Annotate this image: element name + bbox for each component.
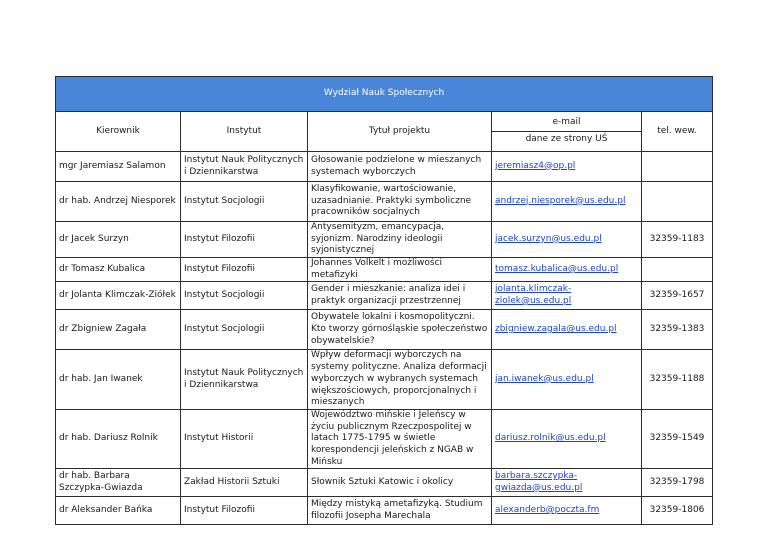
cell-tytul: Między mistyką ametafizyką. Studium filozofii Josepha Marechala xyxy=(308,497,492,525)
email-link[interactable]: andrzej.niesporek@us.edu.pl xyxy=(495,195,626,206)
cell-kierownik: mgr Jaremiasz Salamon xyxy=(56,152,181,182)
email-link[interactable]: dariusz.rolnik@us.edu.pl xyxy=(495,433,606,444)
cell-tytul: Johannes Volkelt i możliwości metafizyki xyxy=(308,258,492,282)
email-link[interactable]: barbara.szczypka-gwiazda@us.edu.pl xyxy=(495,471,583,493)
cell-tytul: Klasyfikowanie, wartościowanie, uzasadnianie. Praktyki symboliczne pracowników socjalnych xyxy=(308,182,492,222)
header-tytul: Tytuł projektu xyxy=(308,112,492,152)
email-link[interactable]: jolanta.klimczak-ziolek@us.edu.pl xyxy=(495,284,572,306)
table-row xyxy=(56,310,713,350)
table-row xyxy=(56,409,713,468)
cell-instytut: Instytut Nauk Politycznych i Dziennikarstwa xyxy=(181,350,308,409)
cell-kierownik: dr hab. Andrzej Niesporek xyxy=(56,182,181,222)
cell-email xyxy=(492,258,642,282)
table-title-row xyxy=(56,77,713,112)
cell-instytut: Instytut Nauk Politycznych i Dziennikarstwa xyxy=(181,152,308,182)
cell-kierownik: dr hab. Jan Iwanek xyxy=(56,350,181,409)
cell-tel: 32359-1549 xyxy=(642,409,713,468)
cell-instytut: Instytut Socjologii xyxy=(181,182,308,222)
header-kierownik: Kierownik xyxy=(56,112,181,152)
cell-tel: 32359-1383 xyxy=(642,310,713,350)
table-row xyxy=(56,152,713,182)
email-link[interactable]: jeremiasz4@op.pl xyxy=(495,160,576,171)
cell-tel: 32359-1798 xyxy=(642,469,713,497)
cell-kierownik: dr hab. Dariusz Rolnik xyxy=(56,409,181,468)
email-link[interactable]: tomasz.kubalica@us.edu.pl xyxy=(495,263,619,274)
cell-tel: 32359-1657 xyxy=(642,282,713,310)
header-email-sub: dane ze strony UŚ xyxy=(492,131,641,146)
cell-kierownik: dr Zbigniew Zagała xyxy=(56,310,181,350)
table-row xyxy=(56,350,713,409)
cell-email xyxy=(492,152,642,182)
header-row xyxy=(56,112,713,152)
cell-instytut: Instytut Filozofii xyxy=(181,258,308,282)
header-instytut: Instytut xyxy=(181,112,308,152)
cell-tytul: Głosowanie podzielone w mieszanych systemach wyborczych xyxy=(308,152,492,182)
cell-tel xyxy=(642,182,713,222)
cell-instytut: Instytut Filozofii xyxy=(181,497,308,525)
cell-tel xyxy=(642,258,713,282)
header-email-label: e-mail xyxy=(552,117,581,128)
cell-email xyxy=(492,350,642,409)
cell-email xyxy=(492,497,642,525)
cell-kierownik: dr Tomasz Kubalica xyxy=(56,258,181,282)
table-row xyxy=(56,222,713,258)
cell-tytul: Wpływ deformacji wyborczych na systemy polityczne. Analiza deformacji wyborczych w wybranych systemach większościowych, proporcjonalnych i mieszanych xyxy=(308,350,492,409)
cell-email xyxy=(492,469,642,497)
cell-tytul: Gender i mieszkanie: analiza idei i praktyk organizacji przestrzennej xyxy=(308,282,492,310)
cell-tytul: Antysemityzm, emancypacja, syjonizm. Narodziny ideologii syjonistycznej xyxy=(308,222,492,258)
email-link[interactable]: alexanderb@poczta.fm xyxy=(495,504,600,515)
cell-tytul: Obywatele lokalni i kosmopolityczni. Kto tworzy górnośląskie społeczeństwo obywatelskie? xyxy=(308,310,492,350)
header-email xyxy=(492,112,642,152)
cell-email xyxy=(492,310,642,350)
cell-instytut: Zakład Historii Sztuki xyxy=(181,469,308,497)
cell-email xyxy=(492,222,642,258)
email-link[interactable]: jan.iwanek@us.edu.pl xyxy=(495,373,594,384)
table-row xyxy=(56,497,713,525)
cell-email xyxy=(492,282,642,310)
email-link[interactable]: jacek.surzyn@us.edu.pl xyxy=(495,233,602,244)
cell-tel: 32359-1183 xyxy=(642,222,713,258)
cell-tel: 32359-1188 xyxy=(642,350,713,409)
table-title: Wydział Nauk Społecznych xyxy=(56,77,713,112)
cell-kierownik: dr Jolanta Klimczak-Ziółek xyxy=(56,282,181,310)
table-row xyxy=(56,469,713,497)
table-row xyxy=(56,182,713,222)
cell-instytut: Instytut Socjologii xyxy=(181,310,308,350)
cell-kierownik: dr hab. Barbara Szczypka-Gwiazda xyxy=(56,469,181,497)
cell-tytul: Województwo mińskie i Jeleńscy w życiu publicznym Rzeczpospolitej w latach 1775-1795 w świetle korespondencji jeleńskich z NGAB w Mińsku xyxy=(308,409,492,468)
cell-kierownik: dr Aleksander Bańka xyxy=(56,497,181,525)
cell-instytut: Instytut Historii xyxy=(181,409,308,468)
cell-instytut: Instytut Socjologii xyxy=(181,282,308,310)
cell-email xyxy=(492,182,642,222)
projects-table xyxy=(55,76,713,525)
email-link[interactable]: zbigniew.zagala@us.edu.pl xyxy=(495,324,617,335)
cell-instytut: Instytut Filozofii xyxy=(181,222,308,258)
cell-tel: 32359-1806 xyxy=(642,497,713,525)
cell-tytul: Słownik Sztuki Katowic i okolicy xyxy=(308,469,492,497)
cell-tel xyxy=(642,152,713,182)
cell-email xyxy=(492,409,642,468)
cell-kierownik: dr Jacek Surzyn xyxy=(56,222,181,258)
table-row xyxy=(56,282,713,310)
table-row xyxy=(56,258,713,282)
header-tel: tel. wew. xyxy=(642,112,713,152)
